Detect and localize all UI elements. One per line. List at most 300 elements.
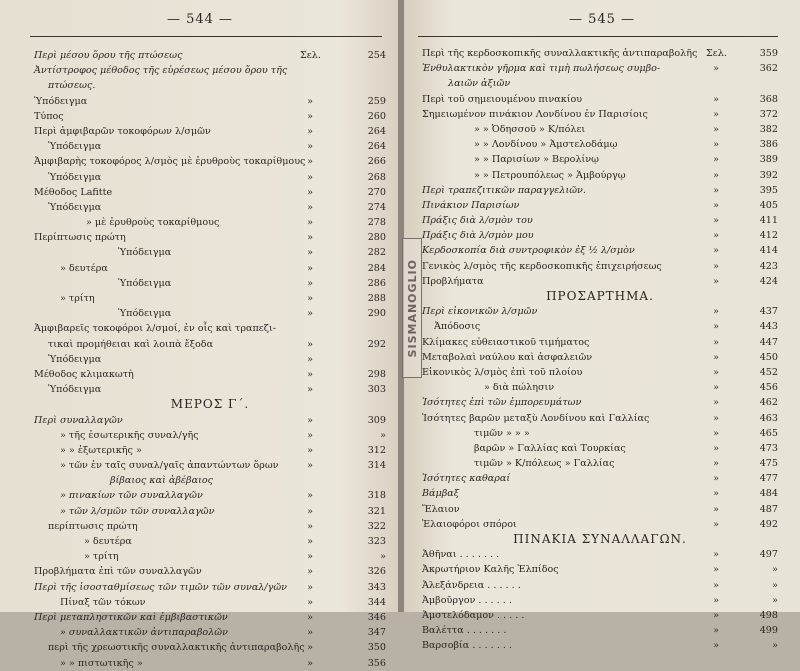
entry-title: Ἰσότητες ἐπὶ τῶν ἐμπορευμάτων xyxy=(422,397,582,409)
entry-title: βαρῶν » Γαλλίας καὶ Τουρκίας xyxy=(474,442,626,454)
index-entry xyxy=(34,306,386,321)
ditto-mark: » xyxy=(307,232,313,244)
ditto-mark: » xyxy=(307,627,313,639)
index-entry xyxy=(422,198,778,213)
ditto-mark: » xyxy=(713,473,719,485)
page-ref: 411 xyxy=(759,215,778,227)
index-entry xyxy=(34,656,386,671)
page-ref: 498 xyxy=(759,609,778,621)
index-entry xyxy=(34,154,386,169)
ditto-mark: » xyxy=(307,505,313,517)
page-ref: 346 xyxy=(367,611,386,623)
entry-title: » μὲ ἐρυθροὺς τοκαρίθμους xyxy=(86,217,220,229)
entry-title: Ὑπόδειγμα xyxy=(118,247,172,259)
index-entry xyxy=(34,458,386,473)
entry-title: » τῆς ἐσωτερικῆς συναλ/γῆς xyxy=(60,429,199,441)
entry-title: Βαλέττα . . . . . . . xyxy=(422,625,507,637)
index-entry xyxy=(422,243,778,258)
ditto-mark: » xyxy=(713,427,719,439)
section-heading xyxy=(34,397,386,412)
ditto-mark: » xyxy=(307,642,313,654)
index-entry xyxy=(34,473,386,488)
ditto-mark: » xyxy=(713,579,719,591)
index-entry xyxy=(34,185,386,200)
entry-title: » τῶν λ/σμῶν τῶν συναλλαγῶν xyxy=(60,505,215,517)
page-ref: 270 xyxy=(367,186,386,198)
index-entry xyxy=(422,608,778,623)
entry-title: Ἀκρωτήριον Καλῆς Ἐλπίδος xyxy=(422,564,559,576)
page-ref: 323 xyxy=(367,536,386,547)
page-ref: 282 xyxy=(367,247,386,259)
entry-title: » τρίτη xyxy=(60,293,95,304)
ditto-mark: » xyxy=(713,488,719,500)
page-ref: 350 xyxy=(367,642,386,654)
entry-title: Ὑπόδειγμα xyxy=(48,171,102,183)
ditto-mark: » xyxy=(713,184,719,196)
ditto-mark: » xyxy=(713,382,719,394)
index-entry xyxy=(422,46,778,61)
left-page xyxy=(0,0,400,669)
index-entry xyxy=(34,413,386,428)
index-entry xyxy=(34,200,386,215)
page-number: — 545 — xyxy=(568,12,636,27)
index-entry xyxy=(422,395,778,410)
index-entry xyxy=(422,61,778,76)
page-ref: 318 xyxy=(367,490,386,502)
entry-title: Μέθοδος κλιμακωτὴ xyxy=(34,368,134,380)
page-ref: » xyxy=(380,429,386,441)
stamp-text: SISMANOGLIO xyxy=(405,258,419,358)
entry-title: Τύπος xyxy=(34,110,64,122)
page-ref: 405 xyxy=(759,199,778,211)
entry-title: Ἀμφιβαρεῖς τοκοφόροι λ/σμοί, ἐν οἷς καὶ τραπεζι- xyxy=(34,323,276,335)
index-entry xyxy=(422,380,778,395)
page-ref: » xyxy=(380,551,386,563)
page-ref: 347 xyxy=(367,627,386,639)
index-entry xyxy=(422,578,778,593)
entry-title: Ἀμστελόδαμον . . . . . xyxy=(422,609,525,621)
index-entry xyxy=(34,504,386,519)
page-ref: 452 xyxy=(759,366,778,378)
page-ref: 465 xyxy=(759,427,778,439)
index-entry xyxy=(422,319,778,334)
ditto-mark: Σελ. xyxy=(300,50,321,61)
page-ref: 298 xyxy=(367,368,386,380)
index-entry xyxy=(34,63,386,78)
ditto-mark: » xyxy=(713,245,719,257)
entry-title: Ἰσότητες βαρῶν μεταξὺ Λονδίνου καὶ Γαλλίας xyxy=(422,412,650,424)
index-entry xyxy=(422,638,778,653)
index-entry xyxy=(34,230,386,245)
page-ref: 463 xyxy=(759,412,778,424)
entry-title: Ὑπόδειγμα xyxy=(118,277,172,289)
index-entry xyxy=(34,549,386,564)
entry-title: Περὶ τραπεζιτικῶν παραγγελιῶν. xyxy=(422,184,586,196)
entry-title: Ἐλαιοφόροι σπόροι xyxy=(422,518,517,530)
page-number: — 544 — xyxy=(166,12,234,27)
entry-title: τιμῶν » Κ/πόλεως » Γαλλίας xyxy=(474,458,615,470)
page-ref: 372 xyxy=(759,108,778,120)
ditto-mark: » xyxy=(713,366,719,378)
index-entry xyxy=(422,411,778,426)
page-ref: 278 xyxy=(367,217,386,229)
entry-title: Σημειωμένον πινάκιον Λονδίνου ἐν Παρισίοις xyxy=(422,108,648,120)
entry-title: Περὶ τῆς κερδοσκοπικῆς συναλλακτικῆς ἀντιπαραβολῆς xyxy=(422,48,698,59)
ditto-mark: » xyxy=(713,549,719,561)
ditto-mark: » xyxy=(713,154,719,166)
index-entry xyxy=(34,625,386,640)
section-heading xyxy=(422,532,778,547)
page-ref: 322 xyxy=(367,520,386,532)
entry-title: Ἔλαιον xyxy=(422,503,460,515)
page-ref: 284 xyxy=(367,262,386,274)
entry-title: » πινακίων τῶν συναλλαγῶν xyxy=(60,490,203,502)
entry-title: Ἀλεξάνδρεια . . . . . . xyxy=(422,579,521,591)
page-ref: 412 xyxy=(759,230,778,242)
entry-title: » δευτέρα xyxy=(84,536,132,547)
ditto-mark: » xyxy=(307,611,313,623)
page-ref: 266 xyxy=(367,156,386,168)
ditto-mark: » xyxy=(307,277,313,289)
index-entry xyxy=(422,335,778,350)
ditto-mark: » xyxy=(307,384,313,396)
section-heading-text: ΜΕΡΟΣ Γ΄. xyxy=(170,397,250,412)
entry-title: » συναλλακτικῶν ἀντιπαραβολῶν xyxy=(60,627,228,639)
ditto-mark: » xyxy=(713,260,719,272)
page-ref: 487 xyxy=(759,503,778,515)
index-entry xyxy=(422,228,778,243)
index-entry xyxy=(422,486,778,501)
page-ref: 389 xyxy=(759,154,778,166)
entry-title: Ἀμβοῦργον . . . . . . xyxy=(422,594,512,606)
ditto-mark: » xyxy=(713,351,719,363)
entry-title: Βαρσοβία . . . . . . . xyxy=(422,640,512,652)
ditto-mark: » xyxy=(713,412,719,424)
index-list xyxy=(422,46,778,654)
ditto-mark: » xyxy=(307,247,313,259)
ditto-mark: » xyxy=(713,63,719,75)
page-ref: 395 xyxy=(759,184,778,196)
entry-title: Ὑπόδειγμα xyxy=(48,353,102,365)
ditto-mark: Σελ. xyxy=(706,48,727,59)
index-entry xyxy=(422,350,778,365)
index-entry xyxy=(34,276,386,291)
header-rule xyxy=(30,36,382,37)
section-heading-text: ΠΙΝΑΚΙΑ ΣΥΝΑΛΛΑΓΩΝ. xyxy=(513,532,687,546)
page-ref: 260 xyxy=(367,110,386,122)
entry-title: » » Ὀδησσοῦ » Κ/πόλει xyxy=(474,123,586,135)
entry-title: » » ἐξωτερικῆς » xyxy=(60,444,142,456)
index-entry xyxy=(422,137,778,152)
entry-title: » διὰ πώλησιν xyxy=(484,382,555,394)
page-ref: 424 xyxy=(759,275,778,287)
ditto-mark: » xyxy=(307,308,313,320)
entry-title: Ὑπόδειγμα xyxy=(48,201,102,213)
index-entry xyxy=(34,367,386,382)
entry-title: λαιῶν ἀξιῶν xyxy=(448,78,511,90)
ditto-mark: » xyxy=(307,551,313,563)
ditto-mark: » xyxy=(713,230,719,242)
index-entry xyxy=(34,215,386,230)
page-ref: 344 xyxy=(367,596,386,608)
entry-title: Περὶ εἰκονικῶν λ/σμῶν xyxy=(422,306,538,318)
entry-title: Ὑπόδειγμα xyxy=(48,384,102,396)
index-entry xyxy=(422,471,778,486)
ditto-mark: » xyxy=(713,609,719,621)
entry-title: βίβαιος καὶ ἀβέβαιος xyxy=(110,475,213,487)
ditto-mark: » xyxy=(713,123,719,135)
entry-title: Περὶ τοῦ σημειουμένου πινακίου xyxy=(422,93,583,105)
ditto-mark: » xyxy=(307,368,313,380)
index-entry xyxy=(34,139,386,154)
ditto-mark: » xyxy=(713,199,719,211)
ditto-mark: » xyxy=(307,338,313,350)
index-entry xyxy=(422,562,778,577)
ditto-mark: » xyxy=(307,460,313,472)
page-ref: 268 xyxy=(367,171,386,183)
page-ref: 473 xyxy=(759,442,778,454)
page-ref: 292 xyxy=(367,338,386,350)
entry-title: περὶ τῆς χρεωστικῆς συναλλακτικῆς ἀντιπαραβολῆς xyxy=(48,642,305,654)
index-entry xyxy=(422,92,778,107)
page-ref: 462 xyxy=(759,397,778,409)
ditto-mark: » xyxy=(307,95,313,107)
page-ref: 492 xyxy=(759,518,778,530)
page-ref: 414 xyxy=(759,245,778,257)
page-ref: 359 xyxy=(759,48,778,59)
entry-title: περίπτωσις πρώτη xyxy=(48,520,138,532)
entry-title: Εἰκονικὸς λ/σμὸς ἐπὶ τοῦ πλοίου xyxy=(422,366,583,378)
index-entry xyxy=(422,456,778,471)
header-rule xyxy=(418,36,778,37)
page-ref: 392 xyxy=(759,169,778,181)
index-entry xyxy=(34,321,386,336)
index-entry xyxy=(34,124,386,139)
index-entry xyxy=(422,365,778,380)
entry-title: Γενικὸς λ/σμὸς τῆς κερδοσκοπικῆς ἐπιχειρήσεως xyxy=(422,260,662,272)
page-ref: » xyxy=(772,594,778,606)
entry-title: » τρίτη xyxy=(84,551,119,563)
ditto-mark: » xyxy=(713,518,719,530)
ditto-mark: » xyxy=(307,125,313,137)
index-entry xyxy=(422,593,778,608)
index-entry xyxy=(34,245,386,260)
entry-title: Ὑπόδειγμα xyxy=(34,95,88,107)
entry-title: » τῶν ἐν ταῖς συναλ/γαῖς ἀπαντώντων ὅρων xyxy=(60,460,279,472)
index-entry xyxy=(422,517,778,532)
entry-title: Πινάκιον Παρισίων xyxy=(422,199,520,211)
index-list xyxy=(34,48,386,671)
page-ref: 321 xyxy=(367,505,386,517)
ditto-mark: » xyxy=(307,217,313,229)
entry-title: Περὶ μεταπληστικῶν καὶ ἐμβιβαστικῶν xyxy=(34,611,228,623)
index-entry xyxy=(34,443,386,458)
index-entry xyxy=(34,580,386,595)
index-entry xyxy=(422,304,778,319)
index-entry xyxy=(34,428,386,443)
entry-title: Περὶ συναλλαγῶν xyxy=(34,414,123,426)
entry-title: Βάμβαξ xyxy=(422,488,460,500)
index-entry xyxy=(422,274,778,289)
entry-title: Πίναξ τῶν τόκων xyxy=(60,596,146,608)
page-ref: 477 xyxy=(759,473,778,485)
page-ref: 290 xyxy=(367,308,386,320)
page-ref: 312 xyxy=(367,444,386,456)
ditto-mark: » xyxy=(307,520,313,532)
ditto-mark: » xyxy=(307,186,313,198)
entry-title: Πράξις διὰ λ/σμὸν του xyxy=(422,215,533,227)
ditto-mark: » xyxy=(713,503,719,515)
entry-title: τικαὶ προμήθειαι καὶ λοιπὰ ἔξοδα xyxy=(48,338,214,350)
ditto-mark: » xyxy=(307,353,313,365)
page-ref: 497 xyxy=(759,549,778,561)
page-ref: 443 xyxy=(759,321,778,333)
entry-title: Ἀπόδοσις xyxy=(434,321,481,333)
ditto-mark: » xyxy=(307,429,313,441)
entry-title: Προβλήματα ἐπὶ τῶν συναλλαγῶν xyxy=(34,566,202,578)
index-entry xyxy=(422,441,778,456)
index-entry xyxy=(34,291,386,306)
page-ref: 259 xyxy=(367,95,386,107)
entry-title: Ἐνθυλακτικὸν γῆρμα καὶ τιμὴ πωλήσεως συμβο- xyxy=(422,63,661,75)
ditto-mark: » xyxy=(713,442,719,454)
ditto-mark: » xyxy=(307,536,313,547)
ditto-mark: » xyxy=(713,275,719,287)
entry-title: Περὶ ἀμφιβαρῶν τοκοφόρων λ/σμῶν xyxy=(34,125,211,137)
ditto-mark: » xyxy=(713,93,719,105)
ditto-mark: » xyxy=(713,215,719,227)
index-entry xyxy=(34,519,386,534)
page-ref: 326 xyxy=(367,566,386,578)
index-entry xyxy=(422,122,778,137)
entry-title: Ἀμφιβαρὴς τοκοφόρος λ/σμὸς μὲ ἐρυθροὺς τοκαρίθμους xyxy=(34,156,306,168)
page-ref: 264 xyxy=(367,125,386,137)
entry-title: » » Πετρουπόλεως » Ἁμβούργῳ xyxy=(474,169,626,181)
entry-title: πτώσεως. xyxy=(48,80,96,92)
page-ref: 362 xyxy=(759,63,778,75)
entry-title: Ἀθῆναι . . . . . . . xyxy=(422,549,500,561)
index-entry xyxy=(34,488,386,503)
index-entry xyxy=(422,168,778,183)
ditto-mark: » xyxy=(307,444,313,456)
ditto-mark: » xyxy=(713,306,719,318)
index-entry xyxy=(34,337,386,352)
page-ref: » xyxy=(772,640,778,652)
page-ref: » xyxy=(772,564,778,576)
ditto-mark: » xyxy=(713,169,719,181)
entry-title: Περὶ τῆς ἰσοσταθμίσεως τῶν τιμῶν τῶν συναλ/γῶν xyxy=(34,581,288,593)
entry-title: τιμῶν » » » xyxy=(474,427,530,439)
index-entry xyxy=(34,564,386,579)
ditto-mark: » xyxy=(713,397,719,409)
ditto-mark: » xyxy=(713,108,719,120)
index-entry xyxy=(34,352,386,367)
entry-title: Περίπτωσις πρώτη xyxy=(34,232,126,244)
page-ref: 423 xyxy=(759,260,778,272)
ditto-mark: » xyxy=(307,262,313,274)
page-ref: » xyxy=(772,579,778,591)
page-ref: 447 xyxy=(759,336,778,348)
entry-title: Μεταβολαὶ ναύλου καὶ ἀσφαλειῶν xyxy=(422,351,593,363)
ditto-mark: » xyxy=(307,110,313,122)
ditto-mark: » xyxy=(713,321,719,333)
page-ref: 356 xyxy=(367,657,386,669)
page-ref: 314 xyxy=(367,460,386,472)
index-entry xyxy=(34,48,386,63)
entry-title: Προβλήματα xyxy=(422,275,484,287)
page-ref: 437 xyxy=(759,306,778,318)
entry-title: Κερδοσκοπία διὰ συντροφικὸν ἐξ ½ λ/σμὸν xyxy=(422,245,635,257)
index-entry xyxy=(34,170,386,185)
index-entry xyxy=(34,382,386,397)
entry-title: » » πιστωτικῆς » xyxy=(60,657,143,669)
entry-title: Ἀντίστροφος μέθοδος τῆς εὑρέσεως μέσου ὅρου τῆς xyxy=(34,65,288,77)
page-ref: 475 xyxy=(759,458,778,470)
index-entry xyxy=(422,107,778,122)
ditto-mark: » xyxy=(307,657,313,669)
index-entry xyxy=(34,640,386,655)
section-heading xyxy=(422,289,778,304)
entry-title: Περὶ μέσου ὅρου τῆς πτώσεως xyxy=(34,50,183,61)
page-ref: 280 xyxy=(367,232,386,244)
ditto-mark: » xyxy=(307,414,313,426)
ditto-mark: » xyxy=(307,156,313,168)
page-ref: 303 xyxy=(367,384,386,396)
page-ref: 386 xyxy=(759,139,778,151)
index-entry xyxy=(34,94,386,109)
ditto-mark: » xyxy=(307,293,313,304)
page-ref: 456 xyxy=(759,382,778,394)
index-entry xyxy=(422,259,778,274)
index-entry xyxy=(34,595,386,610)
page-ref: 499 xyxy=(759,625,778,637)
ditto-mark: » xyxy=(307,201,313,213)
library-stamp xyxy=(402,238,422,378)
entry-title: Ὑπόδειγμα xyxy=(118,308,172,320)
entry-title: Μέθοδος Lafitte xyxy=(34,186,113,198)
index-entry xyxy=(422,623,778,638)
index-entry xyxy=(422,426,778,441)
index-entry xyxy=(422,547,778,562)
ditto-mark: » xyxy=(307,566,313,578)
ditto-mark: » xyxy=(713,458,719,470)
page-ref: 382 xyxy=(759,123,778,135)
page-ref: 368 xyxy=(759,93,778,105)
index-entry xyxy=(422,213,778,228)
index-entry xyxy=(34,109,386,124)
page-ref: 309 xyxy=(367,414,386,426)
ditto-mark: » xyxy=(307,490,313,502)
index-entry xyxy=(422,152,778,167)
entry-title: Ἰσότητες καθαραί xyxy=(422,473,511,485)
entry-title: Πράξις διὰ λ/σμὸν μου xyxy=(422,230,534,242)
entry-title: » » Παρισίων » Βερολίνῳ xyxy=(474,154,599,166)
page-ref: 264 xyxy=(367,141,386,153)
ditto-mark: » xyxy=(713,594,719,606)
ditto-mark: » xyxy=(713,625,719,637)
index-entry xyxy=(422,183,778,198)
entry-title: » » Λονδίνου » Ἀμστελοδάμῳ xyxy=(474,139,618,151)
page-ref: 484 xyxy=(759,488,778,500)
ditto-mark: » xyxy=(713,139,719,151)
page-ref: 286 xyxy=(367,277,386,289)
entry-title: » δευτέρα xyxy=(60,262,108,274)
section-heading-text: ΠΡΟΣΑΡΤΗΜΑ. xyxy=(546,289,654,303)
ditto-mark: » xyxy=(307,581,313,593)
entry-title: Ὑπόδειγμα xyxy=(48,141,102,153)
page-ref: 274 xyxy=(367,201,386,213)
right-page xyxy=(404,0,800,652)
